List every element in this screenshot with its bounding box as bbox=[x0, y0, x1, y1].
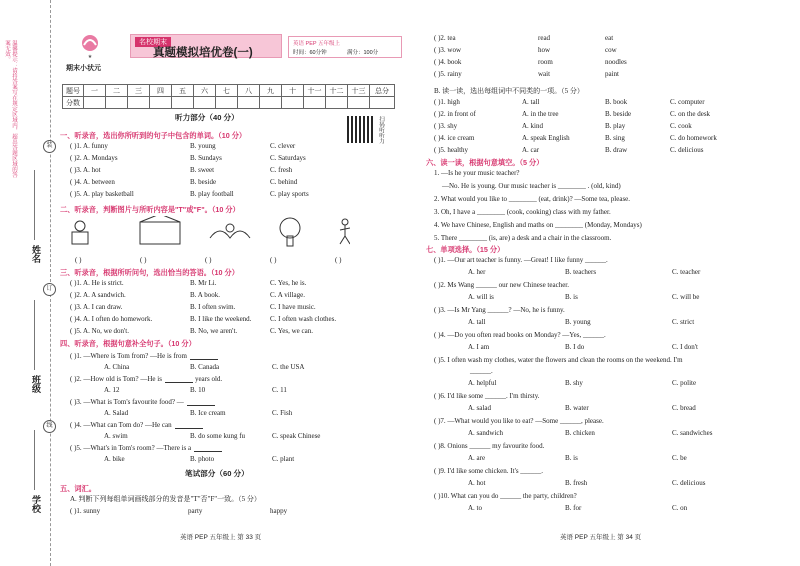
option-b: B. Canada bbox=[190, 363, 220, 371]
option-b: B. is bbox=[565, 454, 578, 462]
option-a: ( )1. A. He is strict. bbox=[70, 279, 124, 287]
score-cell[interactable] bbox=[216, 97, 238, 109]
option-c: C. do homework bbox=[670, 134, 717, 142]
score-col: 总分 bbox=[370, 85, 395, 97]
question: ( )5. I often wash my clothes, water the flowers and clean the rooms on the weekend. I'm bbox=[434, 356, 683, 364]
option-a: A. to bbox=[468, 504, 482, 512]
brand-tag: 名校期末 bbox=[135, 37, 171, 47]
option-a: A. China bbox=[104, 363, 130, 371]
score-col: 七 bbox=[216, 85, 238, 97]
option-a: A. hot bbox=[468, 479, 486, 487]
option-a: A. are bbox=[468, 454, 486, 462]
section-5-title: 五、词汇。 bbox=[60, 484, 96, 493]
question: ( )2. —How old is Tom? —He is bbox=[70, 375, 162, 383]
answer-paren: ( ) bbox=[205, 256, 212, 264]
score-table bbox=[62, 84, 395, 109]
item: ( )3. shy bbox=[434, 122, 458, 130]
option-c: C. on bbox=[672, 504, 688, 512]
option-c: C. fresh bbox=[270, 166, 293, 174]
class-label: 班级 bbox=[31, 375, 41, 393]
word-1: ( )2. tea bbox=[434, 34, 456, 42]
word-3: noodles bbox=[605, 58, 627, 66]
footer-right: 英语 PEP 五年级上 第 34 页 bbox=[560, 534, 642, 541]
option-b: B. teachers bbox=[565, 268, 597, 276]
question: ( )7. —What would you like to eat? —Some ______, please. bbox=[434, 417, 604, 425]
svg-text:★: ★ bbox=[87, 54, 93, 60]
option-c: C. clever bbox=[270, 142, 296, 150]
fill-sentence: 3. Oh, I have a ________ (cook, cooking) class with my father. bbox=[434, 208, 611, 216]
option-a: ( )5. A. No, we don't. bbox=[70, 327, 130, 335]
option-a: A. I am bbox=[468, 343, 490, 351]
option-b: B. fresh bbox=[565, 479, 588, 487]
picture-village-icon bbox=[140, 216, 180, 244]
option-a: A. bike bbox=[104, 455, 125, 463]
question: ( )9. I'd like some chicken. It's ______. bbox=[434, 467, 544, 475]
score-col: 十一 bbox=[304, 85, 326, 97]
option-b: B. sing bbox=[605, 134, 625, 142]
option-c: C. strict bbox=[672, 318, 695, 326]
binding-strip bbox=[0, 0, 51, 566]
section-5-part-b: B. 读一读，选出每组词中不同类的一项。（5 分） bbox=[434, 87, 584, 95]
option-b: B. water bbox=[565, 404, 589, 412]
option-a: A. in the tree bbox=[522, 110, 559, 118]
option-b: B. young bbox=[565, 318, 591, 326]
score-cell[interactable] bbox=[326, 97, 348, 109]
answer-blank[interactable] bbox=[175, 428, 203, 429]
section-4-title: 四、听录音，根据句意补全句子。（10 分） bbox=[60, 339, 196, 348]
option-b: B. book bbox=[605, 98, 628, 106]
picture-swimming-icon bbox=[210, 224, 250, 238]
score-cell[interactable] bbox=[194, 97, 216, 109]
binding-circle-3: 线 bbox=[43, 420, 56, 433]
answer-blank[interactable] bbox=[187, 405, 215, 406]
name-line bbox=[34, 170, 35, 240]
score-cell[interactable] bbox=[238, 97, 260, 109]
score-col: 一 bbox=[84, 85, 106, 97]
option-c: C. Yes, we can. bbox=[270, 327, 313, 335]
binding-circle-1: 装 bbox=[43, 140, 56, 153]
option-b: B. beside bbox=[190, 178, 217, 186]
option-c: C. I have music. bbox=[270, 303, 316, 311]
score-cell[interactable] bbox=[348, 97, 370, 109]
word-2: wait bbox=[538, 70, 551, 78]
option-b: B. I do bbox=[565, 343, 585, 351]
answer-blank[interactable] bbox=[190, 359, 218, 360]
question: ( )4. —What can Tom do? —He can bbox=[70, 421, 172, 429]
school-label: 学校 bbox=[31, 495, 41, 513]
score-col: 四 bbox=[150, 85, 172, 97]
answer-paren: ( ) bbox=[335, 256, 342, 264]
option-c: C. plant bbox=[272, 455, 295, 463]
option-b: B. for bbox=[565, 504, 582, 512]
option-b: B. Mr Li. bbox=[190, 279, 217, 287]
option-c: C. Fish bbox=[272, 409, 293, 417]
subject: 英语 PEP 五年级上 bbox=[293, 41, 340, 47]
option-a: ( )2. A. A sandwich. bbox=[70, 291, 126, 299]
option-b: B. I often swim. bbox=[190, 303, 236, 311]
word-1: ( )5. rainy bbox=[434, 70, 462, 78]
option-c: C. bread bbox=[672, 404, 696, 412]
picture-dancing-icon bbox=[340, 219, 350, 244]
option-c: C. Yes, he is. bbox=[270, 279, 307, 287]
score-cell[interactable] bbox=[282, 97, 304, 109]
option-b: B. is bbox=[565, 293, 578, 301]
page-title: 真题模拟培优卷(一) bbox=[153, 47, 253, 59]
option-c: C. I don't bbox=[672, 343, 698, 351]
class-line bbox=[34, 300, 35, 370]
option-c: C. sandwiches bbox=[672, 429, 713, 437]
logo bbox=[60, 31, 120, 61]
question-cont: ______. bbox=[470, 367, 493, 375]
option-a: A. 12 bbox=[104, 386, 120, 394]
section-5-part-a: A. 判断下列每组单词画线部分的发音是"T"否"F"一致。（5 分） bbox=[70, 495, 261, 503]
score-cell[interactable] bbox=[260, 97, 282, 109]
option-a: ( )3. A. hot bbox=[70, 166, 101, 174]
listening-title: 听力部分（40 分） bbox=[175, 113, 239, 122]
option-c: C. the USA bbox=[272, 363, 305, 371]
question: ( )4. —Do you often read books on Monday? —Yes, ______. bbox=[434, 331, 606, 339]
option-c: C. cook bbox=[670, 122, 692, 130]
answer-paren: ( ) bbox=[140, 256, 147, 264]
option-a: A. kind bbox=[522, 122, 543, 130]
option-b: B. play football bbox=[190, 190, 234, 198]
option-b: B. Ice cream bbox=[190, 409, 226, 417]
score-cell[interactable] bbox=[370, 97, 395, 109]
option-c: C. will be bbox=[672, 293, 700, 301]
fill-sentence: 1. —Is he your music teacher? bbox=[434, 169, 520, 177]
option-a: ( )1. A. funny bbox=[70, 142, 108, 150]
option-b: B. 10 bbox=[190, 386, 206, 394]
word-3: happy bbox=[270, 507, 288, 515]
binding-instructions: 温馨提示：请将答案写在规定区域内，超出答题区域的答案无效。 bbox=[4, 40, 17, 178]
option-a: ( )4. A. between bbox=[70, 178, 115, 186]
word-1: ( )3. wow bbox=[434, 46, 462, 54]
score-cell[interactable] bbox=[150, 97, 172, 109]
option-c: C. 11 bbox=[272, 386, 287, 394]
option-b: B. No, we aren't. bbox=[190, 327, 238, 335]
option-b: B. young bbox=[190, 142, 216, 150]
word-3: eat bbox=[605, 34, 614, 42]
option-a: A. speak English bbox=[522, 134, 570, 142]
option-c: C. Saturdays bbox=[270, 154, 306, 162]
word-2: how bbox=[538, 46, 551, 54]
option-c: C. computer bbox=[670, 98, 705, 106]
score-col: 九 bbox=[260, 85, 282, 97]
question: ( )3. —What is Tom's favourite food? — bbox=[70, 398, 184, 406]
item: ( )2. in front of bbox=[434, 110, 476, 118]
question: ( )5. —What's in Tom's room? —There is a bbox=[70, 444, 192, 452]
option-a: A. Salad bbox=[104, 409, 129, 417]
section-2-title: 二、听录音，判断图片与所听内容是"T"或"F"。（10 分） bbox=[60, 205, 240, 214]
score-cell[interactable] bbox=[128, 97, 150, 109]
word-1: ( )4. book bbox=[434, 58, 462, 66]
binding-circle-2: 订 bbox=[43, 283, 56, 296]
score-cell[interactable] bbox=[304, 97, 326, 109]
option-b: B. do some kung fu bbox=[190, 432, 246, 440]
option-c: C. teacher bbox=[672, 268, 701, 276]
option-c: C. I often wash clothes. bbox=[270, 315, 337, 323]
option-c: C. polite bbox=[672, 379, 697, 387]
answer-blank[interactable] bbox=[165, 382, 193, 383]
option-a: ( )5. A. play basketball bbox=[70, 190, 134, 198]
score-label: 分数 bbox=[63, 97, 84, 109]
option-b: B. photo bbox=[190, 455, 215, 463]
time-limit: 时间：60分钟 bbox=[293, 50, 327, 56]
option-a: A. helpful bbox=[468, 379, 497, 387]
question: ( )3. —Is Mr Yang ______? —No, he is funny. bbox=[434, 306, 565, 314]
word-2: party bbox=[188, 507, 203, 515]
option-a: ( )2. A. Mondays bbox=[70, 154, 118, 162]
option-c: C. delicious bbox=[670, 146, 704, 154]
option-a: A. salad bbox=[468, 404, 491, 412]
section-6-title: 六、读一读，根据句意填空。（5 分） bbox=[426, 158, 544, 167]
qr-code bbox=[347, 116, 374, 143]
option-a: A. her bbox=[468, 268, 486, 276]
question: ( )1. —Where is Tom from? —He is from bbox=[70, 352, 187, 360]
score-col: 八 bbox=[238, 85, 260, 97]
score-cell[interactable] bbox=[84, 97, 106, 109]
word-1: ( )1. sunny bbox=[70, 507, 101, 515]
option-c: C. A village. bbox=[270, 291, 305, 299]
writing-title: 笔试部分（60 分） bbox=[185, 469, 249, 478]
section-3-title: 三、听录音，根据所听问句，选出恰当的答语。（10 分） bbox=[60, 268, 239, 277]
score-col: 十 bbox=[282, 85, 304, 97]
score-cell[interactable] bbox=[172, 97, 194, 109]
option-b: B. play bbox=[605, 122, 626, 130]
fill-sentence: 4. We have Chinese, English and maths on ________ (Monday, Mondays) bbox=[434, 221, 642, 229]
option-b: B. beside bbox=[605, 110, 632, 118]
option-b: B. sweet bbox=[190, 166, 215, 174]
logo-caption: 期末小状元 bbox=[66, 65, 101, 72]
item: ( )1. high bbox=[434, 98, 460, 106]
word-3: paint bbox=[605, 70, 619, 78]
option-a: ( )4. A. I often do homework. bbox=[70, 315, 153, 323]
footer-left: 英语 PEP 五年级上 第 33 页 bbox=[180, 534, 262, 541]
question-tail: years old. bbox=[194, 375, 223, 383]
school-line bbox=[34, 430, 35, 490]
option-a: A. will is bbox=[468, 293, 494, 301]
answer-paren: ( ) bbox=[270, 256, 277, 264]
picture-reading-icon bbox=[72, 221, 88, 244]
section-2-pictures bbox=[60, 216, 350, 256]
header bbox=[60, 31, 405, 83]
option-a: A. car bbox=[522, 146, 540, 154]
name-label: 姓名 bbox=[31, 245, 41, 263]
option-c: C. behind bbox=[270, 178, 298, 186]
option-b: B. Sundays bbox=[190, 154, 222, 162]
picture-tree-icon bbox=[280, 218, 300, 246]
score-cell[interactable] bbox=[106, 97, 128, 109]
word-2: room bbox=[538, 58, 553, 66]
question: ( )10. What can you do ______ the party, children? bbox=[434, 492, 577, 500]
option-b: B. chicken bbox=[565, 429, 595, 437]
option-c: C. play sports bbox=[270, 190, 309, 198]
option-c: C. on the desk bbox=[670, 110, 711, 118]
question: ( )8. Onions ______ my favourite food. bbox=[434, 442, 545, 450]
option-a: A. tall bbox=[522, 98, 540, 106]
word-2: read bbox=[538, 34, 551, 42]
logo-icon bbox=[60, 31, 120, 61]
score-col: 十二 bbox=[326, 85, 348, 97]
option-a: A. tall bbox=[468, 318, 486, 326]
title-banner bbox=[130, 34, 282, 58]
score-col: 十三 bbox=[348, 85, 370, 97]
exam-info bbox=[288, 36, 402, 58]
section-7-title: 七、单项选择。（15 分） bbox=[426, 245, 505, 254]
option-c: C. be bbox=[672, 454, 687, 462]
score-col: 二 bbox=[106, 85, 128, 97]
option-b: B. shy bbox=[565, 379, 583, 387]
item: ( )5. healthy bbox=[434, 146, 469, 154]
score-label: 题号 bbox=[63, 85, 84, 97]
answer-blank[interactable] bbox=[194, 451, 222, 452]
question: ( )2. Ms Wang ______ our new Chinese teacher. bbox=[434, 281, 569, 289]
fill-sentence: —No. He is young. Our music teacher is ________ . (old, kind) bbox=[442, 182, 621, 190]
section-1-title: 一、听录音，选出你所听到的句子中包含的单词。（10 分） bbox=[60, 131, 247, 140]
option-a: A. sandwich bbox=[468, 429, 503, 437]
option-a: A. swim bbox=[104, 432, 128, 440]
qr-caption: 扫码听听力 bbox=[378, 116, 384, 144]
option-a: ( )3. A. I can draw. bbox=[70, 303, 123, 311]
option-b: B. draw bbox=[605, 146, 628, 154]
score-col: 六 bbox=[194, 85, 216, 97]
option-c: C. delicious bbox=[672, 479, 706, 487]
fill-sentence: 5. There ________ (is, are) a desk and a chair in the classroom. bbox=[434, 234, 612, 242]
item: ( )4. ice cream bbox=[434, 134, 475, 142]
question: ( )1. —Our art teacher is funny. —Great! I like funny ______. bbox=[434, 256, 608, 264]
option-b: B. A book. bbox=[190, 291, 220, 299]
answer-paren: ( ) bbox=[75, 256, 82, 264]
word-3: cow bbox=[605, 46, 617, 54]
score-col: 三 bbox=[128, 85, 150, 97]
score-col: 五 bbox=[172, 85, 194, 97]
option-c: C. speak Chinese bbox=[272, 432, 321, 440]
question: ( )6. I'd like some ______. I'm thirsty. bbox=[434, 392, 540, 400]
option-b: B. I like the weekend. bbox=[190, 315, 252, 323]
fill-sentence: 2. What would you like to ________ (eat, drink)? —Some tea, please. bbox=[434, 195, 631, 203]
full-score: 满分：100分 bbox=[347, 50, 379, 56]
